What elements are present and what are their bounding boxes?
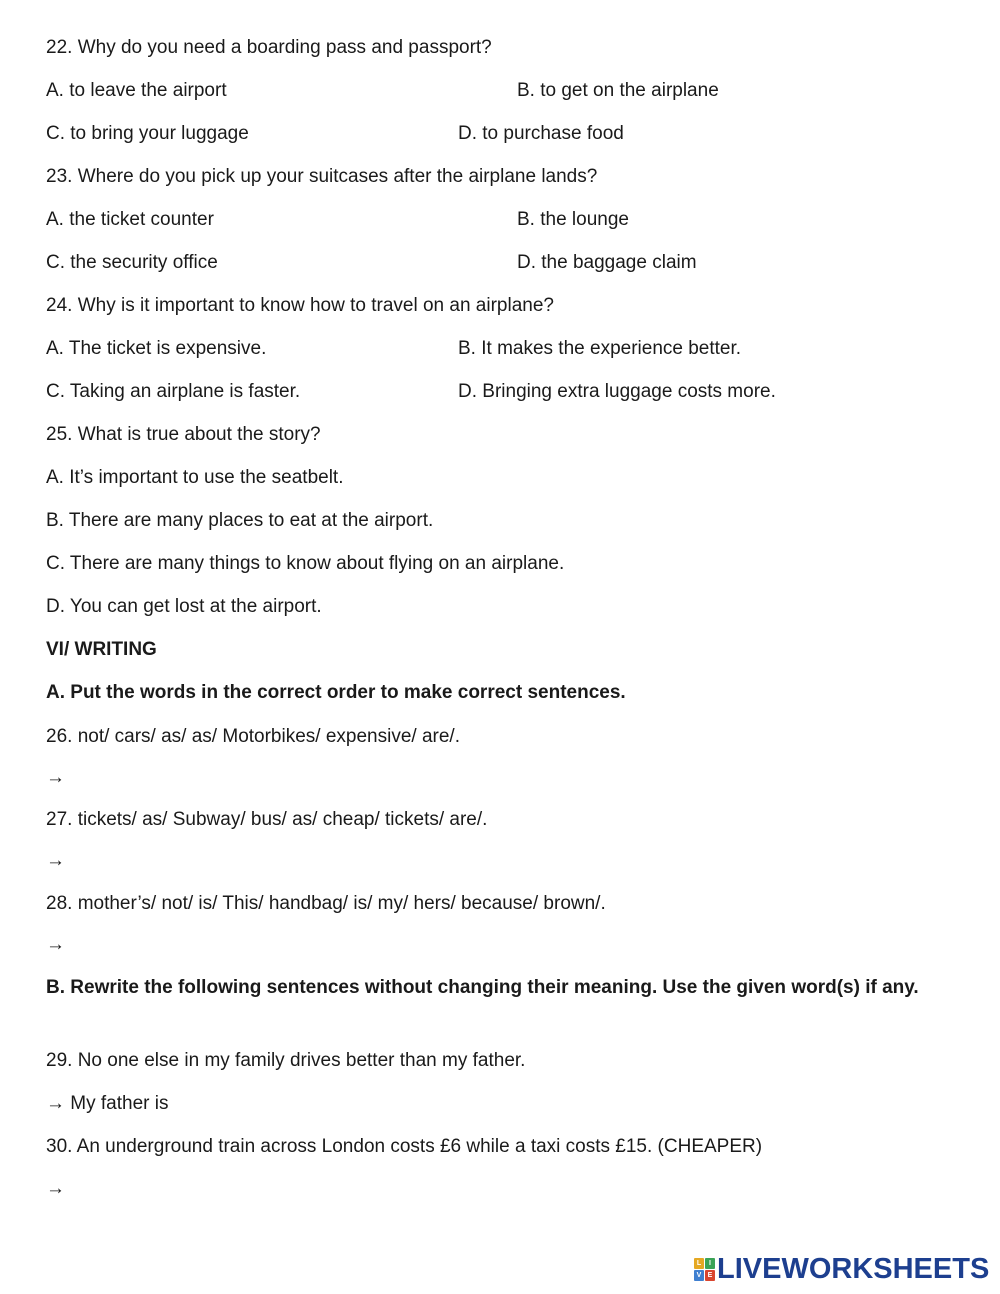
question-23: 23. Where do you pick up your suitcases after the airplane lands?: [46, 166, 598, 187]
q25-option-d: D. You can get lost at the airport.: [46, 596, 322, 617]
logo-tile-i: I: [705, 1258, 715, 1269]
q24-option-a: A. The ticket is expensive.: [46, 338, 267, 359]
question-30: 30. An underground train across London costs £6 while a taxi costs £15. (CHEAPER): [46, 1136, 763, 1157]
answer-26-arrow: →: [46, 767, 65, 788]
answer-30-arrow: →: [46, 1178, 65, 1199]
question-22: 22. Why do you need a boarding pass and passport?: [46, 37, 492, 58]
q22-option-d: D. to purchase food: [458, 123, 624, 144]
q22-option-b: B. to get on the airplane: [517, 80, 719, 101]
part-a-heading: A. Put the words in the correct order to make correct sentences.: [46, 682, 626, 703]
logo-mark-icon: [694, 1258, 714, 1280]
section-heading-writing: VI/ WRITING: [46, 639, 157, 660]
liveworksheets-logo: [694, 1254, 989, 1284]
q25-option-b: B. There are many places to eat at the airport.: [46, 510, 434, 531]
logo-text: LIVEWORKSHEETS: [717, 1253, 990, 1285]
question-25: 25. What is true about the story?: [46, 424, 321, 445]
q24-option-b: B. It makes the experience better.: [458, 338, 742, 359]
q22-option-a: A. to leave the airport: [46, 80, 227, 101]
q23-option-c: C. the security office: [46, 252, 218, 273]
logo-tile-v: V: [694, 1270, 704, 1281]
q23-option-b: B. the lounge: [517, 209, 629, 230]
logo-tile-e: E: [705, 1270, 715, 1281]
q23-option-a: A. the ticket counter: [46, 209, 214, 230]
question-27: 27. tickets/ as/ Subway/ bus/ as/ cheap/ tickets/ are/.: [46, 809, 488, 830]
answer-28-arrow: →: [46, 934, 65, 955]
question-24: 24. Why is it important to know how to travel on an airplane?: [46, 295, 554, 316]
q22-option-c: C. to bring your luggage: [46, 123, 249, 144]
q25-option-a: A. It’s important to use the seatbelt.: [46, 467, 344, 488]
q23-option-d: D. the baggage claim: [517, 252, 697, 273]
q24-option-d: D. Bringing extra luggage costs more.: [458, 381, 776, 402]
answer-29: → My father is: [46, 1093, 169, 1114]
answer-27-arrow: →: [46, 850, 65, 871]
question-26: 26. not/ cars/ as/ as/ Motorbikes/ expensive/ are/.: [46, 726, 460, 747]
q25-option-c: C. There are many things to know about flying on an airplane.: [46, 553, 565, 574]
question-29: 29. No one else in my family drives better than my father.: [46, 1050, 526, 1071]
question-28: 28. mother’s/ not/ is/ This/ handbag/ is/ my/ hers/ because/ brown/.: [46, 893, 606, 914]
part-b-heading: B. Rewrite the following sentences without changing their meaning. Use the given word(s) if any.: [46, 977, 919, 998]
logo-tile-l: L: [694, 1258, 704, 1269]
q24-option-c: C. Taking an airplane is faster.: [46, 381, 301, 402]
